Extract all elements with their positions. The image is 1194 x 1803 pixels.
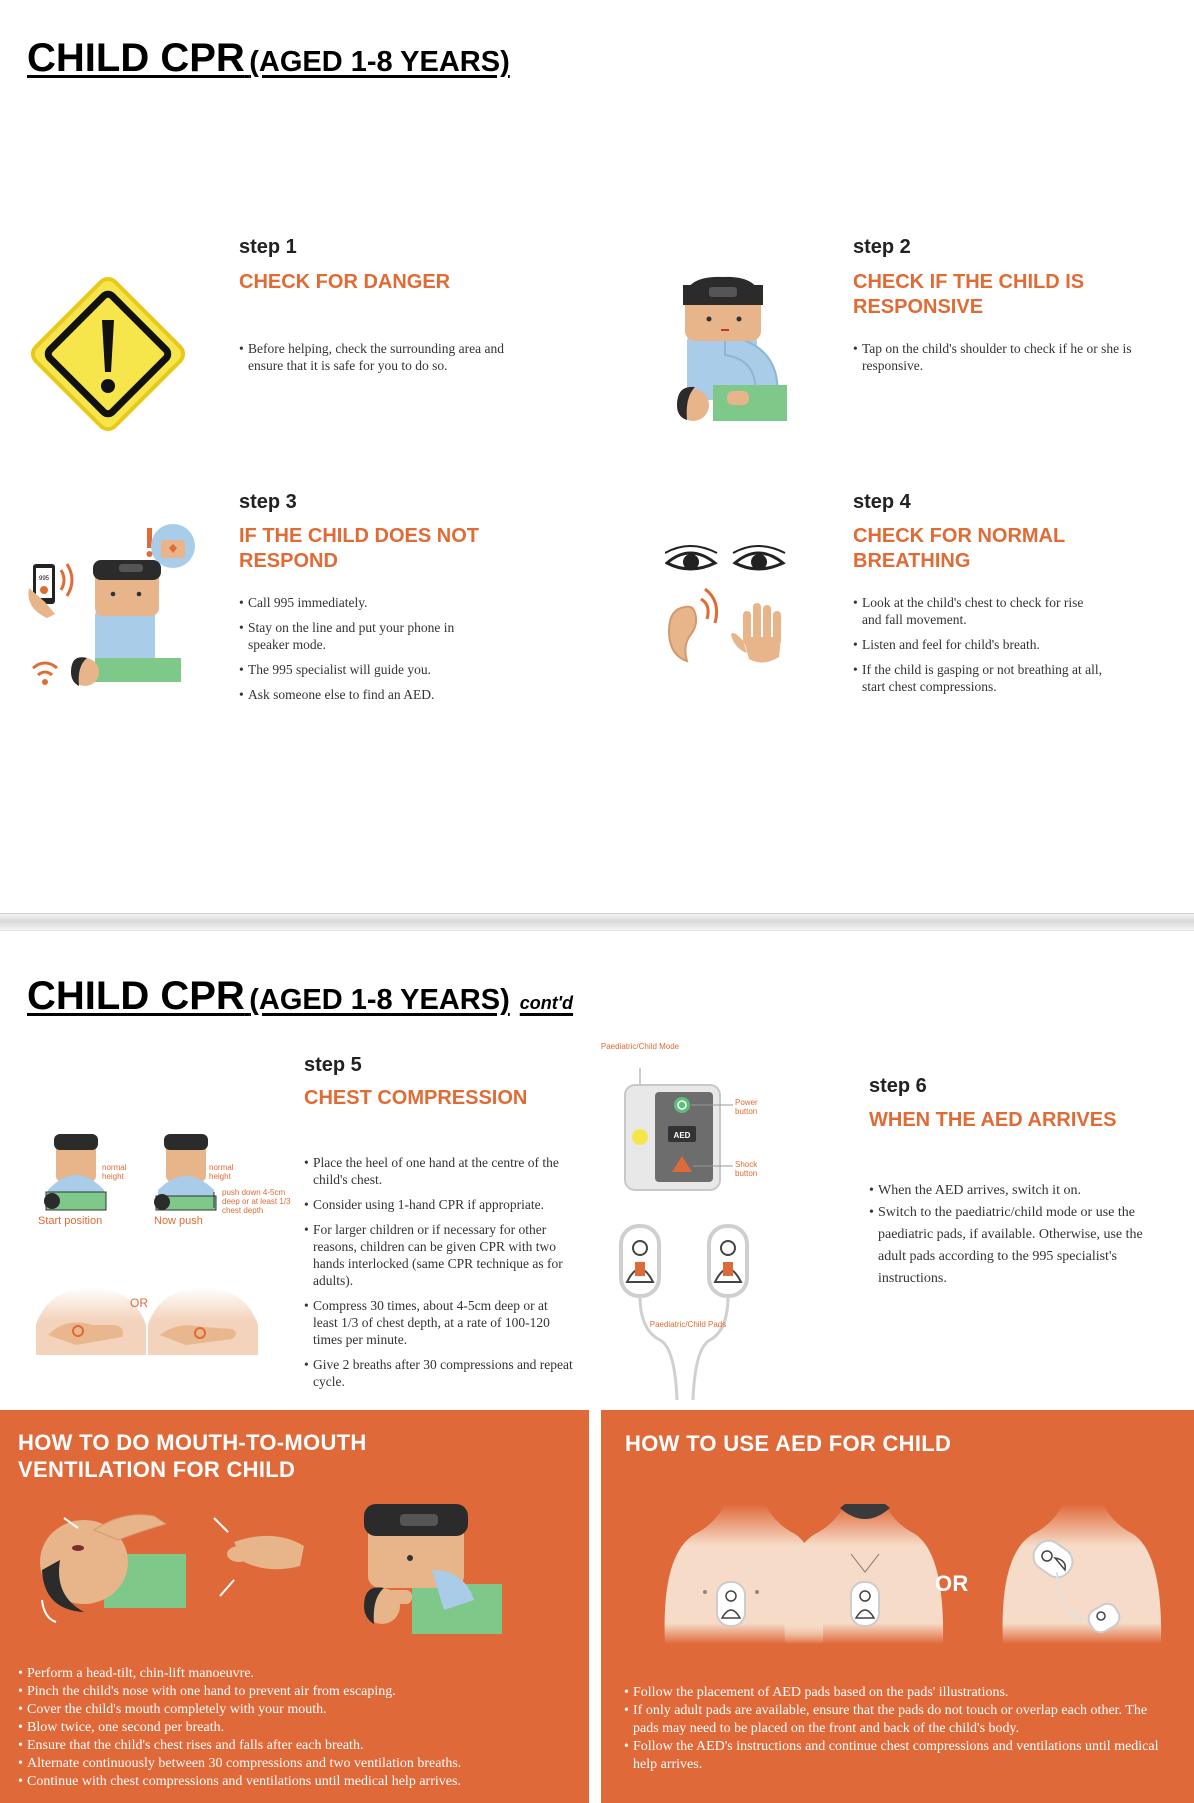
list-item: • Stay on the line and put your phone in speaker mode. (239, 619, 469, 653)
step6-name: WHEN THE AED ARRIVES (869, 1109, 1117, 1131)
list-item: • Cover the child's mouth completely with your mouth. (18, 1701, 578, 1719)
eye-icon (733, 546, 785, 570)
list-item: • Blow twice, one second per breath. (18, 1719, 578, 1737)
step5-bullets (304, 1154, 574, 1398)
list-item: • Perform a head-tilt, chin-lift manoeuvre. (18, 1665, 578, 1683)
list-item: • Alternate continuously between 30 compressions and two ventilation breaths. (18, 1755, 578, 1773)
head-tilt-illustration (40, 1515, 186, 1622)
list-item: • Before helping, check the surrounding area and ensure that it is safe for you to do so. (239, 340, 529, 374)
call-995-illustration (25, 518, 205, 696)
hand-placement-or: OR (130, 1296, 148, 1310)
list-item: • If only adult pads are available, ensure that the pads do not touch or overlap each other. The pads may need to be placed on the front and back of the child's body. (624, 1702, 1164, 1738)
list-item: • If the child is gasping or not breathing at all, start chest compressions. (853, 661, 1103, 695)
step5-name: CHEST COMPRESSION (304, 1087, 528, 1109)
aed-child-bullets (624, 1684, 1164, 1774)
aed-placement-or: OR (935, 1571, 969, 1596)
step4-label: step 4 (853, 491, 911, 513)
step1-name: CHECK FOR DANGER (239, 271, 451, 293)
list-item: • Continue with chest compressions and ventilations until medical help arrives. (18, 1773, 578, 1791)
step3-name: IF THE CHILD DOES NOT RESPOND (239, 525, 479, 572)
list-item: • The 995 specialist will guide you. (239, 661, 469, 678)
eye-icon (665, 546, 717, 570)
list-item: • Look at the child's chest to check for rise and fall movement. (853, 594, 1103, 628)
now-push-label: Now push (154, 1215, 203, 1227)
ear-icon (669, 589, 717, 661)
list-item: • Ask someone else to find an AED. (239, 686, 469, 703)
mouth-to-mouth-title: HOW TO DO MOUTH-TO-MOUTH VENTILATION FOR CHILD (18, 1430, 367, 1482)
hand-icon (731, 603, 781, 663)
pinch-nose-illustration (214, 1518, 304, 1596)
phone-995-text: 995 (38, 576, 50, 582)
list-item: • Listen and feel for child's breath. (853, 636, 1103, 653)
paediatric-pads-label: Paediatric/Child Pads (649, 1320, 727, 1329)
list-item: • Compress 30 times, about 4-5cm deep or at least 1/3 of chest depth, at a rate of 100-120 times per minute. (304, 1297, 574, 1348)
page1-title: CHILD CPR (AGED 1-8 YEARS) (27, 36, 510, 80)
list-item: • When the AED arrives, switch it on. (869, 1180, 1159, 1202)
list-item: • Tap on the child's shoulder to check if he or she is responsive. (853, 340, 1143, 374)
tap-shoulder-illustration (665, 275, 790, 435)
step1-bullets (239, 340, 529, 382)
step2-name: CHECK IF THE CHILD IS RESPONSIVE (853, 271, 1085, 318)
step6-label: step 6 (869, 1075, 927, 1097)
look-listen-feel-illustration (665, 545, 800, 665)
warning-sign-icon (22, 268, 194, 440)
step1-label: step 1 (239, 236, 297, 258)
paediatric-mode-label: Paediatric/Child Mode (600, 1042, 680, 1051)
step3-bullets (239, 594, 469, 711)
list-item: • Pinch the child's nose with one hand to prevent air from escaping. (18, 1683, 578, 1701)
step6-bullets (869, 1180, 1159, 1290)
mouth-to-mouth-bullets (18, 1665, 578, 1791)
start-position-label: Start position (38, 1215, 103, 1227)
power-button-label: Power button (735, 1098, 758, 1116)
step3-label: step 3 (239, 491, 297, 513)
step2-label: step 2 (853, 236, 911, 258)
aed-child-title: HOW TO USE AED FOR CHILD (625, 1431, 952, 1456)
hand-placement-illustration (36, 1265, 258, 1355)
list-item: • Follow the placement of AED pads based on the pads' illustrations. (624, 1684, 1164, 1702)
list-item: • Switch to the paediatric/child mode or use the paediatric pads, if available. Otherwise, use the adult pads according to the 995 specialist's instructions. (869, 1202, 1159, 1290)
aed-device-label: AED (673, 1131, 691, 1140)
aed-pad-placement-illustration (655, 1494, 1165, 1644)
phone-icon (28, 564, 72, 618)
step4-bullets (853, 594, 1103, 703)
step2-bullets (853, 340, 1143, 382)
list-item: • Call 995 immediately. (239, 594, 469, 611)
list-item: • For larger children or if necessary for other reasons, children can be given CPR with two hands interlocked (same CPR technique as for adults). (304, 1221, 574, 1289)
page2-title: CHILD CPR (AGED 1-8 YEARS) cont'd (27, 974, 574, 1018)
normal-height-label: normal height (102, 1163, 127, 1181)
list-item: • Place the heel of one hand at the centre of the child's chest. (304, 1154, 574, 1188)
step5-label: step 5 (304, 1054, 362, 1076)
list-item: • Follow the AED's instructions and continue chest compressions and ventilations until medical help arrives. (624, 1738, 1164, 1774)
list-item: • Give 2 breaths after 30 compressions and repeat cycle. (304, 1356, 574, 1390)
shock-button-label: Shock button (735, 1160, 758, 1178)
list-item: • Ensure that the child's chest rises and falls after each breath. (18, 1737, 578, 1755)
step4-name: CHECK FOR NORMAL BREATHING (853, 525, 1065, 572)
list-item: • Consider using 1-hand CPR if appropriate. (304, 1196, 574, 1213)
normal-height-label: normal height (209, 1163, 234, 1181)
rescue-breath-illustration (364, 1504, 502, 1634)
page-divider (0, 913, 1194, 931)
push-depth-label: push down 4-5cm deep or at least 1/3 chest depth (222, 1188, 291, 1215)
ventilation-illustration (34, 1500, 554, 1640)
